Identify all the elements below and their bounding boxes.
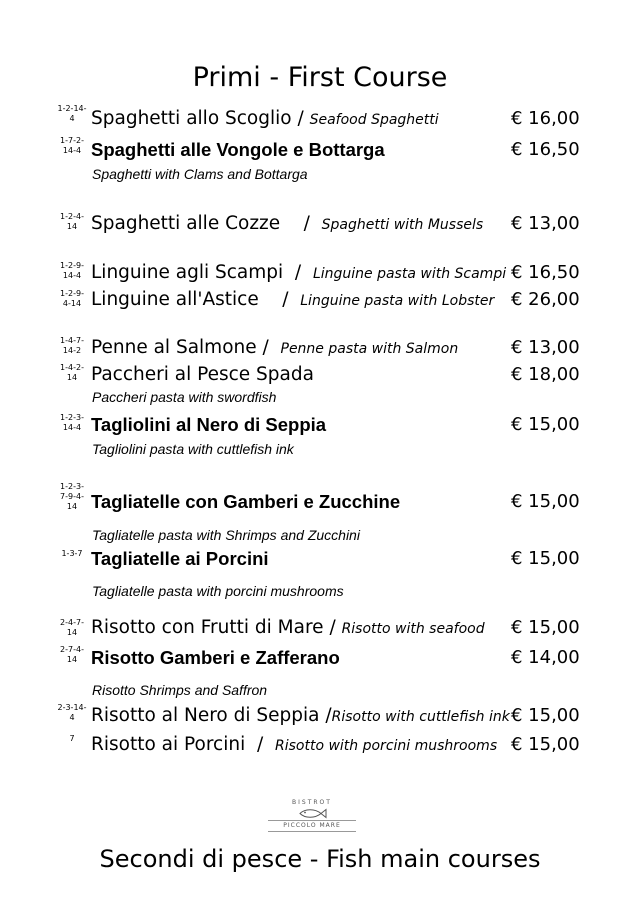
dish-english: Risotto with seafood: [341, 621, 485, 637]
menu-item: [0, 335, 640, 361]
dish-name: Tagliatelle ai Porcini: [91, 548, 269, 569]
dish-price: € 15,00: [511, 617, 580, 638]
dish-name: Linguine agli Scampi / Linguine pasta with Scampi: [91, 262, 507, 283]
dish-description: Tagliolini pasta with cuttlefish ink: [92, 441, 294, 457]
logo-top-text: BISTROT: [292, 799, 332, 806]
menu-item: [0, 211, 640, 237]
allergen-codes: 2-3-14- 4: [57, 703, 87, 722]
section-heading: Secondi di pesce - Fish main courses: [99, 845, 541, 873]
menu-item: [0, 732, 640, 758]
allergen-codes: 7: [69, 734, 75, 743]
logo-bottom-text: PICCOLO MARE: [283, 822, 341, 829]
dish-price: € 15,00: [511, 705, 580, 726]
page-title: Primi - First Course: [192, 62, 448, 93]
dish-description: Tagliatelle pasta with porcini mushrooms: [92, 583, 344, 599]
dish-price: € 26,00: [511, 289, 580, 310]
dish-english: Risotto with porcini mushrooms: [274, 738, 498, 754]
allergen-codes: 2-4-7- 14: [60, 618, 84, 637]
menu-item: [0, 703, 640, 729]
allergen-codes: 1-2-9- 14-4: [60, 261, 84, 280]
allergen-codes: 1-2-4- 14: [60, 212, 84, 231]
dish-english: Risotto with cuttlefish ink: [331, 709, 510, 725]
dish-price: € 13,00: [511, 213, 580, 234]
dish-description: Risotto Shrimps and Saffron: [92, 682, 268, 698]
fish-icon: [297, 808, 327, 819]
allergen-codes: 1-4-2- 14: [60, 363, 84, 382]
allergen-codes: 1-2-9- 4-14: [60, 289, 84, 308]
bistrot-logo: [262, 799, 362, 839]
allergen-codes: 2-7-4- 14: [60, 645, 84, 664]
dish-name: Tagliolini al Nero di Seppia: [91, 414, 327, 435]
dish-price: € 14,00: [511, 647, 580, 668]
menu-item: [0, 412, 640, 438]
dish-name: Spaghetti alle Vongole e Bottarga: [91, 139, 385, 160]
allergen-codes: 1-3-7: [61, 549, 83, 558]
menu-item: [0, 645, 640, 671]
logo-divider: [268, 831, 356, 832]
dish-english: Seafood Spaghetti: [309, 112, 439, 128]
dish-english: Spaghetti with Mussels: [321, 217, 484, 233]
dish-english: Linguine pasta with Scampi: [312, 266, 507, 282]
dish-name: Tagliatelle con Gamberi e Zucchine: [91, 491, 401, 512]
dish-price: € 16,00: [511, 108, 580, 129]
allergen-codes: 1-2-3- 7-9-4- 14: [60, 482, 84, 511]
dish-name: Risotto con Frutti di Mare / Risotto with seafood: [91, 617, 485, 638]
menu-item: [0, 615, 640, 641]
dish-price: € 15,00: [511, 734, 580, 755]
menu-item: [0, 546, 640, 572]
dish-price: € 15,00: [511, 548, 580, 569]
dish-name: Spaghetti allo Scoglio / Seafood Spaghetti: [91, 108, 439, 129]
menu-item: [0, 362, 640, 388]
dish-price: € 16,50: [511, 139, 580, 160]
allergen-codes: 1-2-3- 14-4: [60, 413, 84, 432]
dish-name: Risotto Gamberi e Zafferano: [91, 647, 340, 668]
menu-item: [0, 287, 640, 313]
menu-item: [0, 482, 640, 515]
menu-item: [0, 106, 640, 132]
dish-price: € 16,50: [511, 262, 580, 283]
dish-name: Paccheri al Pesce Spada: [91, 364, 314, 385]
dish-name: Risotto ai Porcini / Risotto with porcini mushrooms: [91, 734, 498, 755]
dish-description: Spaghetti with Clams and Bottarga: [92, 166, 308, 182]
dish-description: Tagliatelle pasta with Shrimps and Zucchini: [92, 527, 360, 543]
dish-description: Paccheri pasta with swordfish: [92, 389, 277, 405]
dish-english: Linguine pasta with Lobster: [300, 293, 495, 309]
menu-item: [0, 137, 640, 163]
dish-price: € 15,00: [511, 491, 580, 512]
menu-item: [0, 260, 640, 286]
dish-price: € 13,00: [511, 337, 580, 358]
allergen-codes: 1-7-2- 14-4: [60, 136, 84, 155]
dish-price: € 18,00: [511, 364, 580, 385]
dish-name: Linguine all'Astice / Linguine pasta with Lobster: [91, 289, 495, 310]
dish-name: Penne al Salmone / Penne pasta with Salmon: [91, 337, 459, 358]
logo-divider: [268, 820, 356, 821]
dish-english: Penne pasta with Salmon: [280, 341, 459, 357]
dish-name: Risotto al Nero di Seppia /Risotto with cuttlefish ink: [91, 705, 510, 726]
dish-price: € 15,00: [511, 414, 580, 435]
allergen-codes: 1-4-7- 14-2: [60, 336, 84, 355]
dish-name: Spaghetti alle Cozze / Spaghetti with Mussels: [91, 213, 484, 234]
allergen-codes: 1-2-14- 4: [57, 104, 87, 123]
